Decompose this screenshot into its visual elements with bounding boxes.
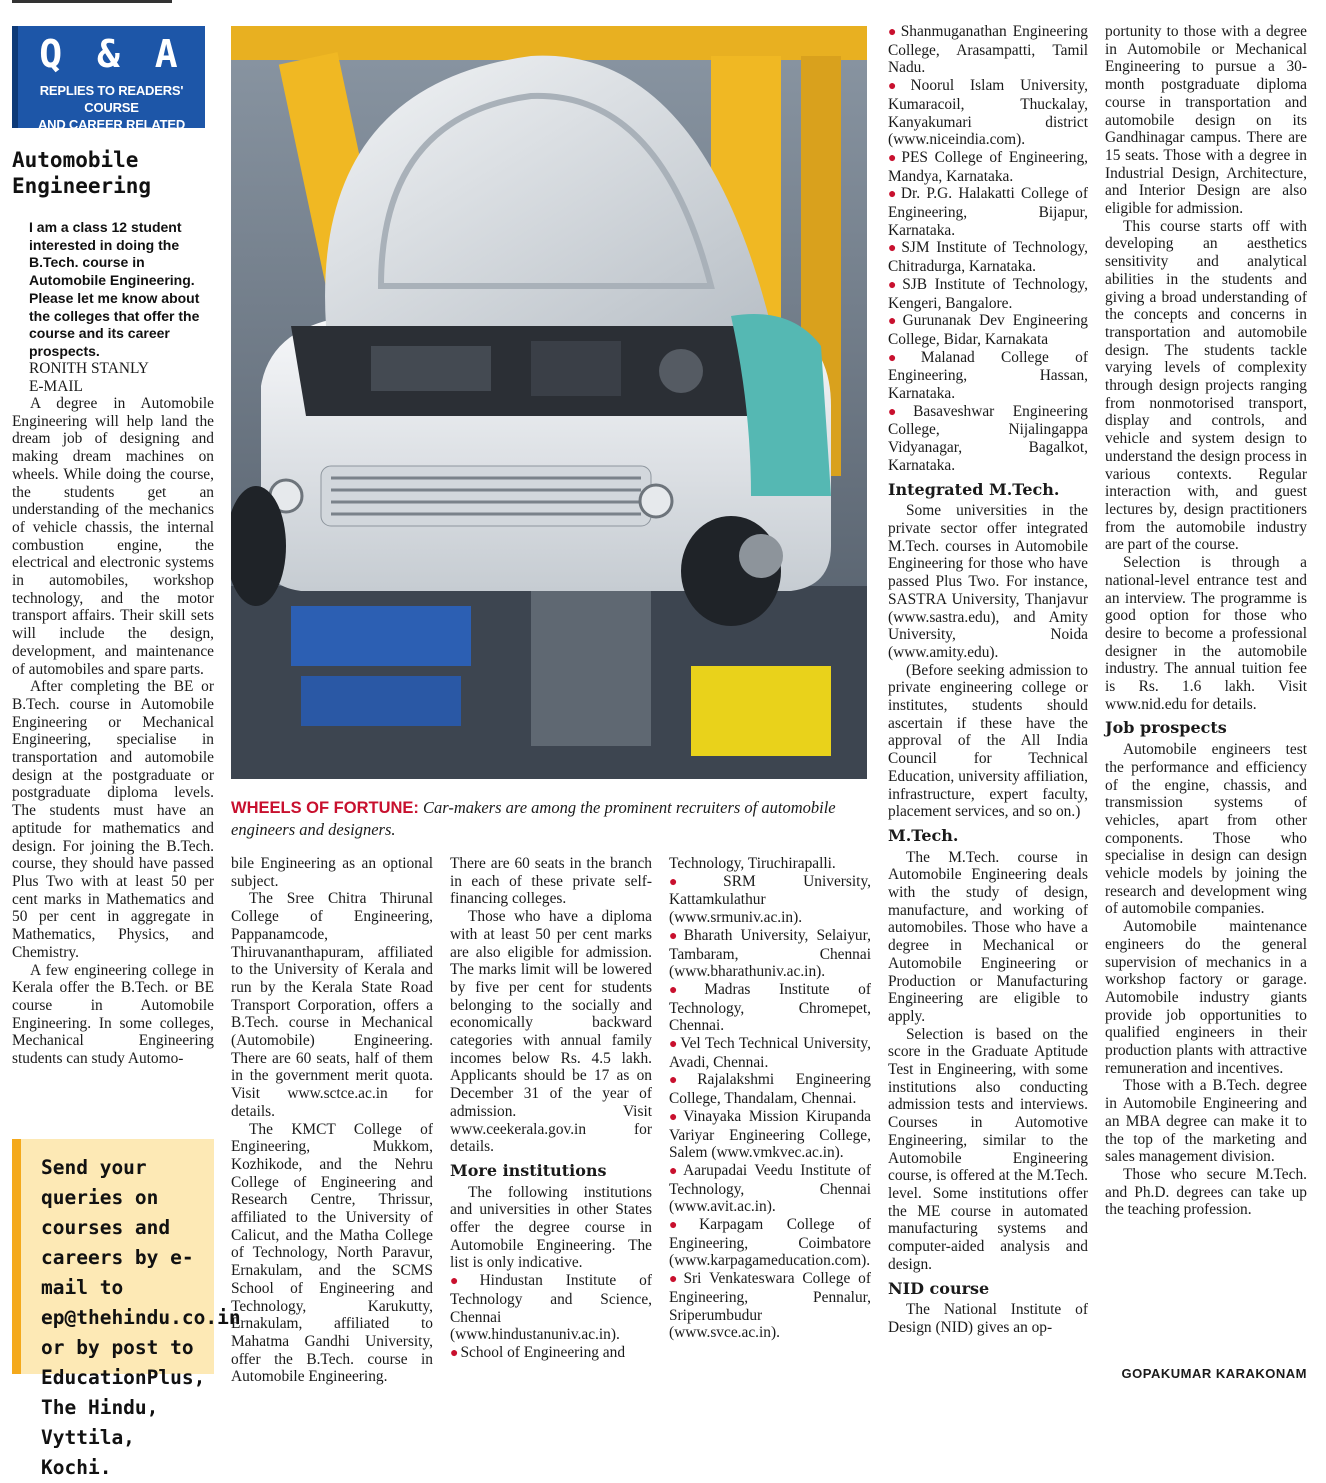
column-4 (669, 855, 871, 1342)
col3-paragraph-1: There are 60 seats in the branch in each of these private self-financing colleges. (450, 855, 652, 908)
col3-subhead-more-institutions: More institutions (450, 1160, 607, 1180)
bullet-icon: ● (669, 928, 682, 944)
col4-list-item-9: ● Sri Venkateswara College of Engineering, Pennalur, Sriperumbudur (www.svce.ac.in). (669, 1270, 871, 1342)
qa-title: Q & A (39, 32, 184, 76)
qa-subtitle-line-2: AND CAREER RELATED QUERIES (37, 117, 186, 149)
headline-line-2: Engineering (12, 174, 152, 198)
col6-paragraph-5: Those with a B.Tech. degree in Automobile Engineering and an MBA degree can make it to the top of the marketing and sales management division. (1105, 1077, 1307, 1166)
col4-list-item-5: ● Rajalakshmi Engineering College, Thandalam, Chennai. (669, 1071, 871, 1108)
bullet-icon: ● (669, 1037, 679, 1053)
bullet-icon: ● (888, 277, 901, 293)
col5-paragraph-1: Some universities in the private sector offer integrated M.Tech. courses in Automobile Engineering for those who have passed Plus Two. For instance, SASTRA University, Thanjavur (www.sastra.edu), and Amity University, Noida (www.amity.edu). (888, 502, 1088, 661)
col5-list-item-5: ● SJM Institute of Technology, Chitradurga, Karnataka. (888, 239, 1088, 276)
queries-box: Send your queries on courses and careers by e-mail to ep@thehindu.co.in or by post to EducationPlus, The Hindu, Vyttila, Kochi. (12, 1139, 214, 1374)
col3-paragraph-3: The following institutions and universities in other States offer the degree course in Automobile Engineering. The list is only indicative. (450, 1183, 652, 1272)
bullet-icon: ● (669, 1218, 698, 1234)
column-3 (450, 855, 652, 1363)
bullet-icon: ● (669, 982, 703, 998)
col6-paragraph-4: Automobile maintenance engineers do the general supervision of mechanics in a workshop factory or garage. Automobile industry giants provide job opportunities to qualified engineers in their production plants with attractive remuneration and incentives. (1105, 918, 1307, 1077)
qa-logo (12, 26, 205, 149)
col6-paragraph-3: Automobile engineers test the performance and efficiency of the engine, chassis, and transmission systems of vehicles, apart from other components. Those who specialise in design can design vehicle models by joining the research and development wing of automobile companies. (1105, 741, 1307, 918)
bullet-icon: ● (888, 241, 900, 257)
col5-list-item-2: ● Noorul Islam University, Kumaracoil, Thuckalay, Kanyakumari district (www.niceindia.com). (888, 77, 1088, 149)
col3-paragraph-2: Those who have a diploma with at least 50 per cent marks are also eligible for admission. The marks limit will be lowered by five per cent for students belonging to the socially and economically backward categories with annual family incomes below Rs. 4.5 lakh. Applicants should be 17 as on December 31 of the year of admission. Visit www.ceekerala.gov.in for details. (450, 908, 652, 1156)
asker-via: E-MAIL (29, 377, 83, 395)
bullet-icon: ● (450, 1274, 478, 1290)
col5-paragraph-2: (Before seeking admission to private engineering college or institutes, students should ascertain if these have the approval of the All India Council for Technical Education, university affiliation, infrastructure, expert faculty, placement services, and so on.) (888, 661, 1088, 821)
col5-paragraph-4: Selection is based on the score in the Graduate Aptitude Test in Engineering, with some institutions also conducting admission tests and interviews. Courses in Automotive Engineering, similar to the Automobile Engineering course, is offered at the M.Tech. level. Some institutions offer the ME course in automated manufacturing systems and computer-aided analysis and design. (888, 1025, 1088, 1273)
col5-list-item-8: ● Malanad College of Engineering, Hassan, Karnataka. (888, 348, 1088, 403)
col5-list-item-3: ● PES College of Engineering, Mandya, Karnataka. (888, 148, 1088, 185)
bullet-icon: ● (669, 1272, 682, 1288)
bullet-icon: ● (888, 350, 919, 366)
col3-list-item-2: ● School of Engineering and (450, 1343, 626, 1361)
top-rule (12, 0, 172, 3)
col5-list-item-4: ● Dr. P.G. Halakatti College of Engineering, Bijapur, Karnataka. (888, 185, 1088, 239)
col1-paragraph-1: A degree in Automobile Engineering will help land the dream job of designing and making dream machines on wheels. While doing the course, the students get an understanding of the mechanics of vehicle chassis, the internal combustion engine, the electrical and electronic systems in automobiles, workshop technology, and the motor transport affairs. Their skill sets will include the design, development, and maintenance of automobiles and spare parts. (12, 395, 214, 678)
bullet-icon: ● (669, 1163, 682, 1179)
col1-paragraph-3: A few engineering college in Kerala offer the B.Tech. or BE course in Automobile Engineering. In some colleges, Mechanical Engineering students can study Automo- (12, 961, 214, 1068)
photo-caption (231, 797, 867, 840)
col4-list-item-8: ● Karpagam College of Engineering, Coimbatore (www.karpagameducation.com). (669, 1216, 871, 1270)
bullet-icon: ● (888, 150, 900, 166)
column-2 (231, 855, 433, 1386)
bullet-icon: ● (888, 187, 899, 203)
bullet-icon: ● (888, 404, 912, 420)
reader-question: I am a class 12 student interested in doing the B.Tech. course in Automobile Engineering. Please let me know about the colleges that offer the course and its career prospects. (29, 219, 200, 359)
col4-paragraph-0: Technology, Tiruchirapalli. (669, 855, 836, 872)
col6-paragraph-6: Those who secure M.Tech. and Ph.D. degrees can take up the teaching profession. (1105, 1166, 1307, 1219)
column-6 (1105, 23, 1307, 1219)
bullet-icon: ● (669, 874, 722, 890)
col5-list-item-9: ● Basaveshwar Engineering College, Nijalingappa Vidyanagar, Bagalkot, Karnataka. (888, 402, 1088, 474)
car-assembly-illustration (231, 26, 867, 779)
col1-paragraph-2: After completing the BE or B.Tech. course in Automobile Engineering or Mechanical Engineering, specialise in transportation and automobile design at the postgraduate or postgraduate diploma levels. The students must have an aptitude for mathematics and design. For joining the B.Tech. course, they should have passed Plus Two with at least 50 per cent marks in Mathematics and 50 per cent in aggregate in Mathematics, Physics, and Chemistry. (12, 678, 214, 961)
col4-list-item-4: ● Vel Tech Technical University, Avadi, Chennai. (669, 1035, 871, 1071)
col2-paragraph-3: The KMCT College of Engineering, Mukkom, Kozhikode, and the Nehru College of Engineering and Research Centre, Thrissur, affiliated to the University of Calicut, and the Matha College of Technology, North Paravur, Ernakulam, and the SCMS School of Engineering and Technology, Karukutty, Ernakulam, affiliated to Mahatma Gandhi University, offer the B.Tech. course in Automobile Engineering. (231, 1120, 433, 1386)
car-assembly-photo (231, 26, 867, 779)
col3-list-item-1: ● Hindustan Institute of Technology and Science, Chennai (www.hindustanuniv.ac.in). (450, 1272, 652, 1344)
col5-subhead-nid-course: NID course (888, 1278, 990, 1298)
caption-lead: WHEELS OF FORTUNE: (231, 799, 419, 817)
col4-list-item-1: ● SRM University, Kattamkulathur (www.srmuniv.ac.in). (669, 872, 871, 927)
col6-paragraph-0: portunity to those with a degree in Automobile or Mechanical Engineering to pursue a 30-month postgraduate diploma course in transportation and automobile design on its Gandhinagar campus. There are 15 seats. Those with a degree in Industrial Design, Architecture, and Interior Design are also eligible for admission. (1105, 23, 1307, 218)
bullet-icon: ● (888, 314, 901, 330)
question-asker (29, 360, 214, 395)
col5-paragraph-5: The National Institute of Design (NID) gives an op- (888, 1301, 1088, 1336)
bullet-icon: ● (669, 1073, 696, 1089)
qa-subtitle-line-1: REPLIES TO READERS' COURSE (39, 83, 184, 115)
col4-list-item-7: ● Aarupadai Veedu Institute of Technology, Chennai (www.avit.ac.in). (669, 1161, 871, 1216)
bullet-icon: ● (669, 1109, 682, 1125)
col4-list-item-2: ● Bharath University, Selaiyur, Tambaram, Chennai (www.bharathuniv.ac.in). (669, 926, 871, 981)
col6-subhead-job-prospects: Job prospects (1105, 718, 1227, 738)
asker-name: RONITH STANLY (29, 360, 149, 377)
col5-paragraph-3: The M.Tech. course in Automobile Engineering deals with the study of design, manufacture, and working of automobiles. Those who have a degree in Mechanical or Automobile Engineering or Production or Manufacturing Engineering are eligible to apply. (888, 848, 1088, 1025)
bullet-icon: ● (888, 79, 909, 95)
caption-text: Car-makers are among the prominent recruiters of automobile engineers and designers. (231, 798, 836, 839)
col2-paragraph-1: bile Engineering as an optional subject. (231, 855, 433, 890)
col5-subhead-integrated-mtech: Integrated M.Tech. (888, 479, 1060, 499)
col5-list-item-7: ● Gurunanak Dev Engineering College, Bidar, Karnakata (888, 312, 1088, 348)
bullet-icon: ● (888, 25, 899, 40)
bullet-icon: ● (450, 1345, 459, 1361)
author-byline: GOPAKUMAR KARAKONAM (1121, 1366, 1307, 1381)
col5-list-item-1: ● Shanmuganathan Engineering College, Arasampatti, Tamil Nadu. (888, 23, 1088, 77)
col6-paragraph-1: This course starts off with developing an aesthetics sensitivity and analytical abilities in the students and giving a broad understanding of the concepts and concerns in transportation and automobile design. The students tackle varying levels of complexity through design projects ranging from nonmotorised transport, display and controls, and vehicle and system design to understand the design process in various contexts. Regular interaction with, and guest lectures by, design practitioners from the automobile industry are part of the course. (1105, 217, 1307, 554)
headline-line-1: Automobile (12, 148, 139, 172)
article-headline (12, 147, 212, 199)
column-1 (12, 395, 214, 1068)
col4-list-item-6: ● Vinayaka Mission Kirupanda Variyar Engineering College, Salem (www.vmkvec.ac.in). (669, 1107, 871, 1162)
col2-paragraph-2: The Sree Chitra Thirunal College of Engineering, Pappanamcode, Thiruvananthapuram, affiliated to the University of Kerala and run by the Kerala State Road Transport Corporation, offers a B.Tech. course in Mechanical (Automobile) Engineering. There are 60 seats, half of them in the government merit quota. Visit www.sctce.ac.in for details. (231, 890, 433, 1120)
col6-paragraph-2: Selection is through a national-level entrance test and an interview. The programme is good option for those who desire to become a professional designer in the automobile industry. The annual tuition fee is Rs. 1.6 lakh. Visit www.nid.edu for details. (1105, 554, 1307, 713)
col5-subhead-mtech: M.Tech. (888, 825, 959, 845)
col4-list-item-3: ● Madras Institute of Technology, Chromepet, Chennai. (669, 980, 871, 1035)
qa-subtitle (18, 82, 205, 150)
column-5 (888, 23, 1088, 1337)
col5-list-item-6: ● SJB Institute of Technology, Kengeri, Bangalore. (888, 275, 1088, 312)
